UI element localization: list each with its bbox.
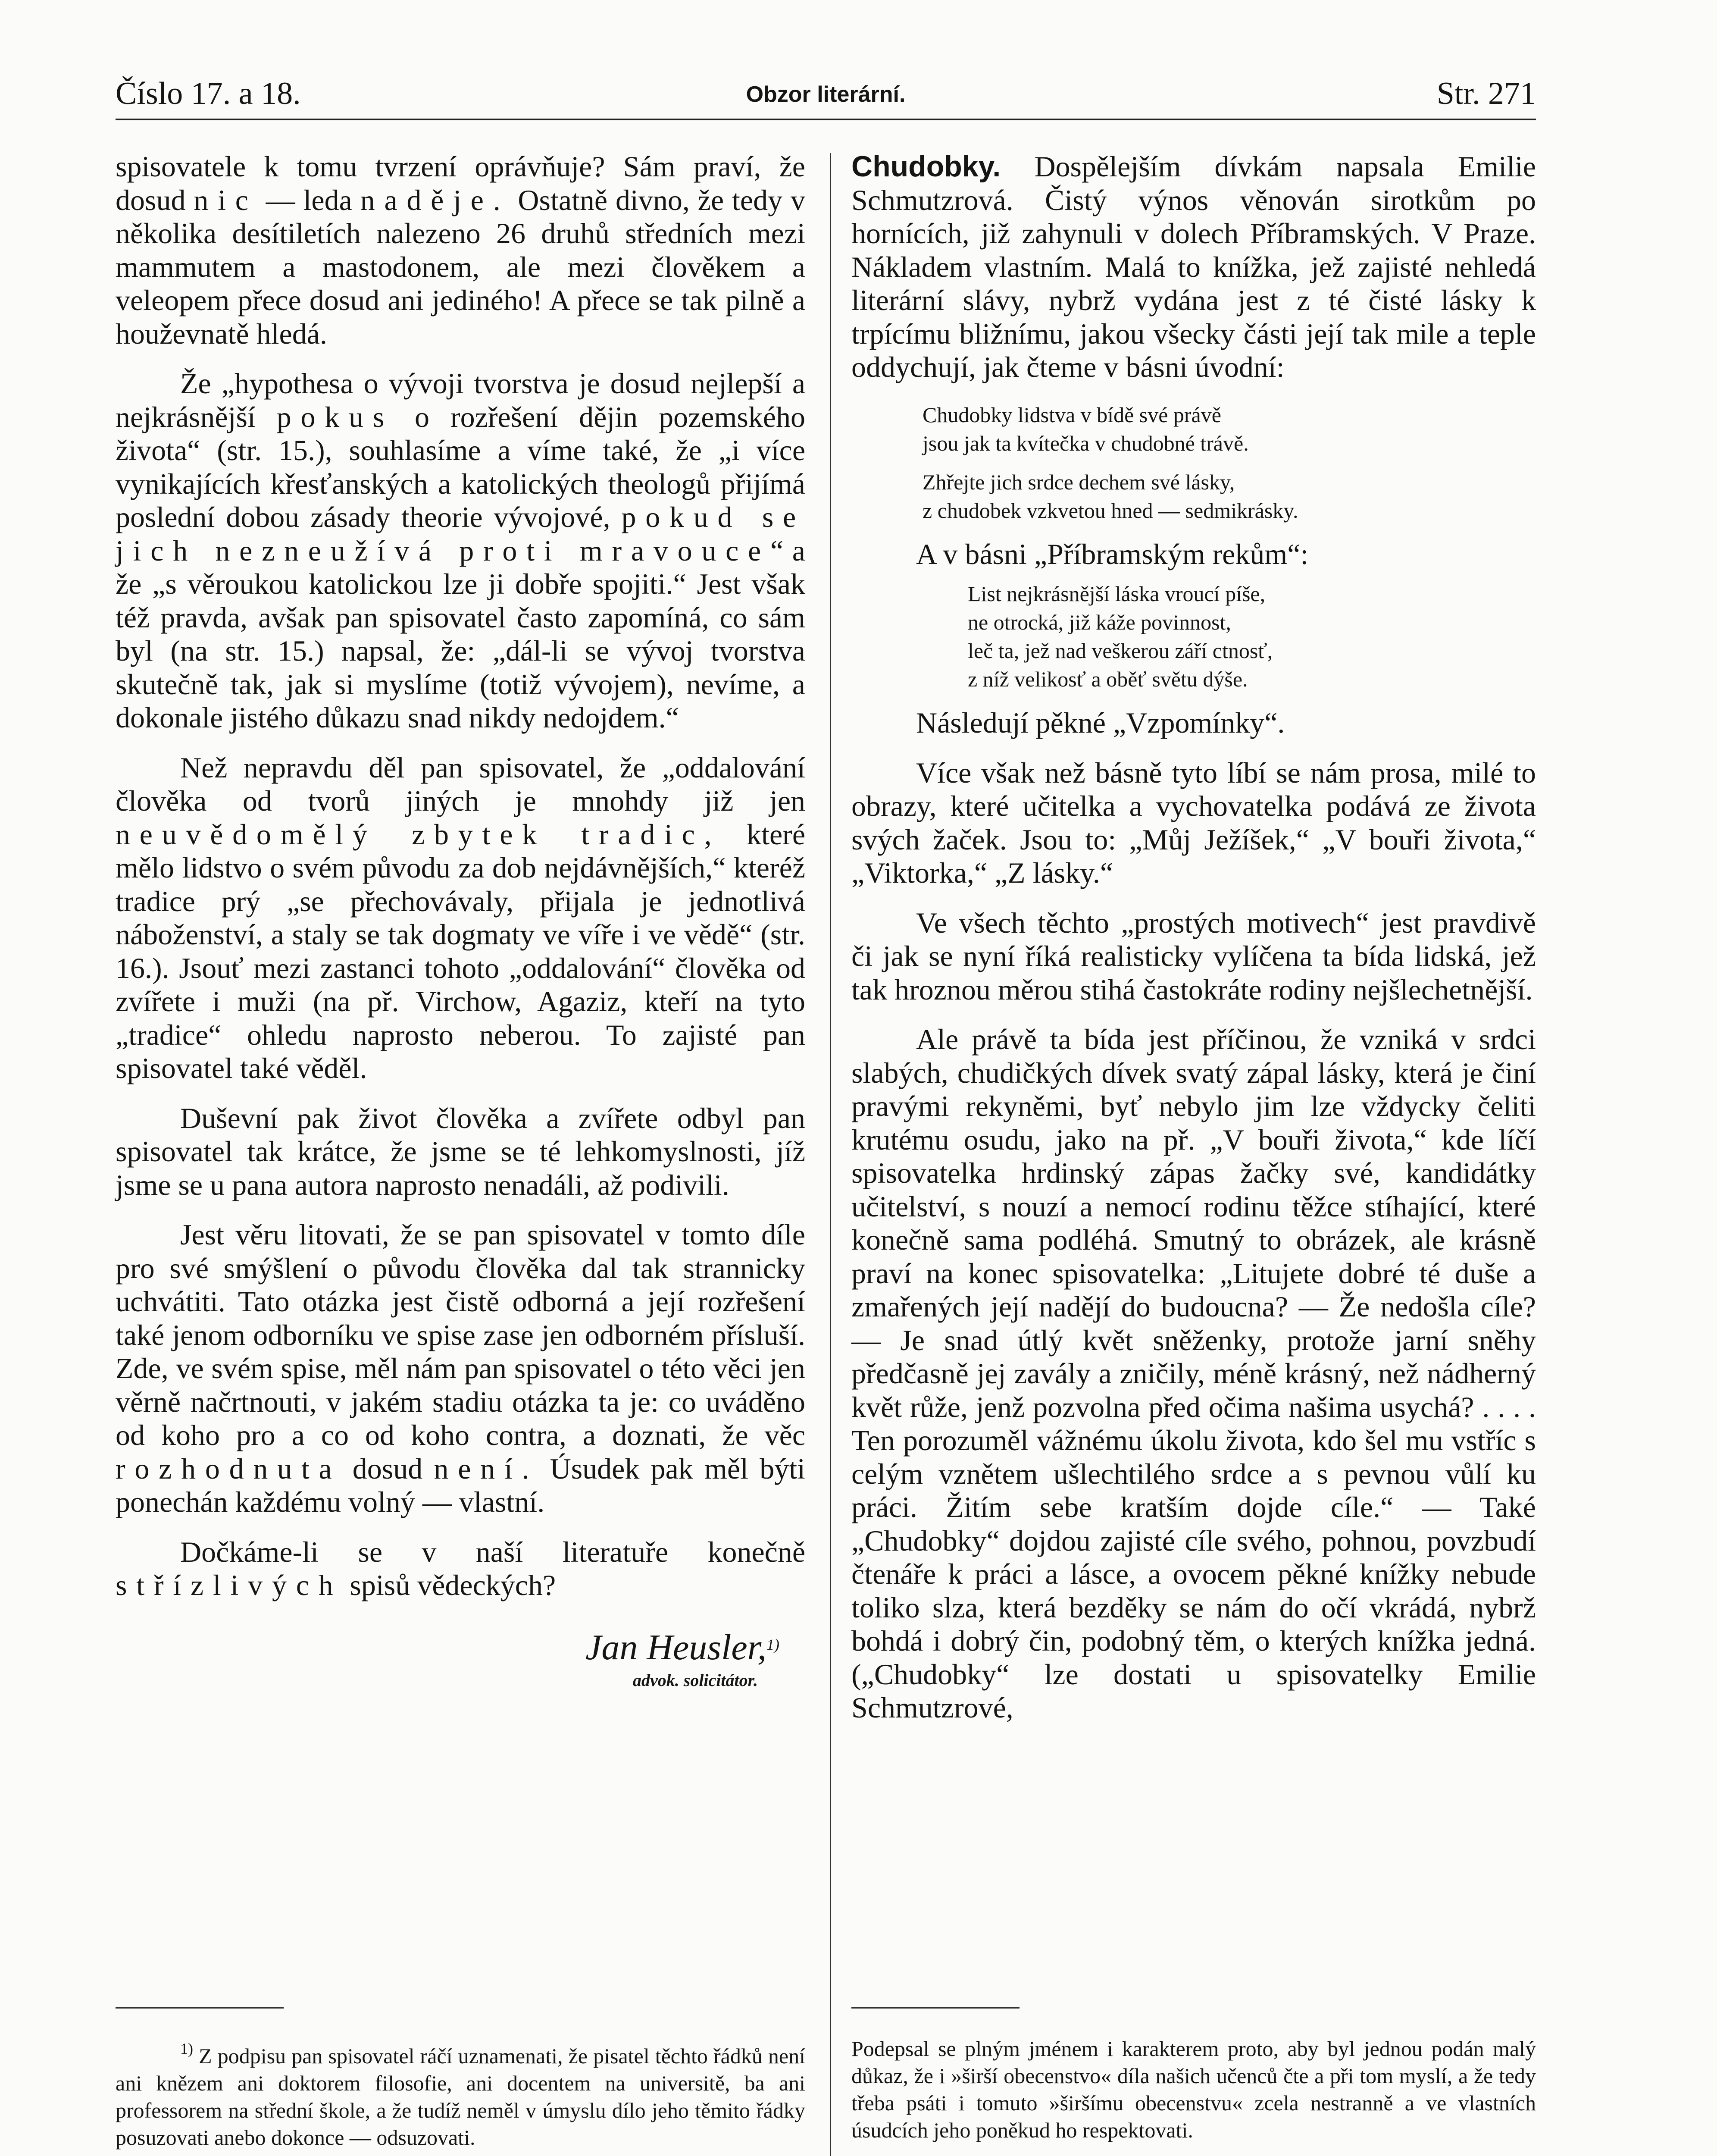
poem-line: Chudobky lidstva v bídě své právě bbox=[923, 402, 1221, 427]
poem-line: z níž velikosť a oběť světu dýše. bbox=[968, 667, 1248, 691]
spaced-text: pokud se jich nezneužívá proti mravouce bbox=[116, 501, 805, 567]
text: které mělo lidstvo o svém původu za dob nejdávnějších,“ kteréž tradice prý „se přechovávaly, přijala je jednotlivá náboženství, a staly se tak dogmaty ve víře i ve vědě“ (str. 16.). Jsouť mezi zastanci tohoto „oddalování“ člověka od zvířete i muži (na př. Virchow, Agaziz, kteří na tyto „tradice“ ohledu naprosto neberou. To zajisté pan spisovatel také věděl. bbox=[116, 818, 806, 1084]
text: Že „hypothesa o vývoji tvorstva je dosud nejlepší a nejkrásnější bbox=[116, 367, 805, 433]
footnote-right: Podepsal se plným jménem i karakterem proto, aby byl jednou podán malý důkaz, že i »širší obecenstvo« díla našich učenců čte a při tom myslí, a že tedy třeba psáti i tomuto »širšímu obecenstvu« zcela nestranně a ve vlastních úsudcích jeho poněkud ho respektovati. bbox=[851, 2037, 1536, 2142]
issue-number: Číslo 17. a 18. bbox=[116, 76, 301, 111]
poem-line: List nejkrásnější láska vroucí píše, bbox=[968, 582, 1266, 606]
paragraph: Ale právě ta bída jest příčinou, že vzniká v srdci slabých, chudičkých dívek svatý zápal lásky, která je činí pravými rekyněmi, byť nebylo jim lze vždycky čeliti krutému osudu, jako na př. „V bouři života,“ kde líčí spisovatelka hrdinský zápas žačky své, kandidátky učitelství, s nouzí a nemocí rodinu těžce stíhající, které konečně sama podléhá. Smutný to obrázek, ale krásně praví na konec spisovatelka: „Litujete dobré té duše a zmařených její nadějí do budoucna? — Že nedošla cíle? — Je snad útlý květ sněženky, protože jarní sněhy předčasně jej zavály a zničily, méně krásný, než nádherný květ růže, jenž pozvolna před očima našima usychá? . . . . Ten porozuměl vážnému úkolu života, kdo šel mu vstříc s celým vznětem ušlechtilého srdce a s pevnou vůlí ku práci. Žitím sebe kratším dojde cíle.“ — Také „Chudobky“ dojdou zajisté cíle svého, pohnou, povzbudí čtenáře k práci a lásce, a ovocem pěkné knížky nebude toliko slza, která bezděky se nám do očí vkrádá, nybrž bohdá i dobrý čin, podobný těm, o kterých knížka jedná. („Chudobky“ lze dostati u spisovatelky Emilie Schmutzrové, bbox=[851, 1023, 1536, 1724]
paragraph bbox=[116, 150, 805, 351]
footnote-rule bbox=[851, 2007, 1020, 2009]
text: spisovatele k tomu tvrzení oprávňuje? Sám praví, že dosud bbox=[116, 150, 805, 216]
text: dosud bbox=[352, 1452, 423, 1485]
text: Dočkáme-li se v naší literatuře konečně bbox=[180, 1535, 805, 1568]
text: Ostatně divno, že tedy v několika desítiletích nalezeno 26 druhů středních mezi mammutem a mastodonem, ale mezi člověkem a veleopem přece dosud ani jediného! A přece se tak pilně a houževnatě hledá. bbox=[116, 183, 806, 350]
paragraph bbox=[116, 1536, 805, 1602]
spaced-text: není. bbox=[434, 1452, 539, 1485]
right-column bbox=[851, 150, 1536, 1741]
spaced-text: pokus bbox=[276, 400, 394, 433]
author-title: advok. solicitátor. bbox=[633, 1670, 758, 1690]
text: Dospělejším dívkám napsala Emilie Schmutzrová. Čistý výnos věnován sirotkům po hornících, již zahynuli v dolech Příbramských. V Praze. Nákladem vlastním. Malá to knížka, jež zajisté nehledá literární slávy, nybrž vydána jest z té čisté lásky k trpícímu bližnímu, jakou všecky části její tak mile a teple oddychují, jak čteme v básni úvodní: bbox=[851, 150, 1536, 383]
text: Než nepravdu děl pan spisovatel, že „oddalování člověka od tvorů jiných je mnohdy již jen bbox=[116, 751, 805, 817]
text: Jest věru litovati, že se pan spisovatel v tomto díle pro své smýšlení o původu člověka dal tak strannicky uchvátiti. Tato otázka jest čistě odborná a její rozřešení také jenom odborníku ve spise zase jen odborném přísluší. Zde, ve svém spise, měl nám pan spisovatel o této věci jen věrně načrtnouti, v jakém stadiu otázka ta je: co uváděno od koho pro a co od koho contra, a doznati, že věc bbox=[116, 1218, 805, 1451]
text: o rozřešení dějin pozemského života“ (str. 15.), souhlasíme a víme také, že „i více vynikajících křesťanských a katolických theologů přijímá poslední dobou zásady theorie vývojové, bbox=[116, 400, 806, 533]
paragraph: Duševní pak život člověka a zvířete odbyl pan spisovatel tak krátce, že jsme se té lehkomyslnosti, jíž jsme se u pana autora naprosto nenadáli, až podivili. bbox=[116, 1101, 805, 1201]
spaced-text: rozhodnuta bbox=[116, 1452, 341, 1485]
left-column bbox=[116, 150, 805, 1692]
poem-line: Zhřejte jich srdce dechem své lásky, bbox=[923, 470, 1235, 494]
running-header bbox=[116, 75, 1536, 120]
poem-line: jsou jak ta kvítečka v chudobné trávě. bbox=[923, 431, 1249, 455]
spaced-text: naděje. bbox=[360, 183, 510, 216]
paragraph bbox=[116, 1218, 805, 1519]
review-intro bbox=[851, 150, 1536, 384]
poem-line: z chudobek vzkvetou hned — sedmikrásky. bbox=[923, 498, 1298, 523]
column-divider bbox=[830, 153, 831, 2156]
paragraph bbox=[116, 367, 805, 735]
spaced-text: střízlivých bbox=[116, 1569, 343, 1601]
text: “ a že „s věroukou katolickou lze ji dobře spojiti.“ Jest však též pravda, avšak pan spisovatel často zapomíná, co sám byl (na str. 15.) napsal, že: „dál-li se vývoj tvorstva skutečně tak, jak si myslíme (totiž vývojem), nevíme, a dokonale jistého důkazu snad nikdy nedojdem.“ bbox=[116, 534, 805, 734]
stanza bbox=[923, 468, 1536, 525]
poem-caption: A v básni „Příbramským rekům“: bbox=[916, 537, 1309, 570]
paragraph: Více však než básně tyto líbí se nám prosa, milé to obrazy, které učitelka a vychovatelka podává ze života svých žaček. Jsou to: „Můj Ježíšek,“ „V bouři života,“ „Viktorka,“ „Z lásky.“ bbox=[851, 756, 1536, 889]
spaced-text: nic bbox=[194, 183, 258, 216]
page-number: Str. 271 bbox=[1436, 76, 1536, 111]
poem-pribram bbox=[851, 580, 1536, 693]
poem-intro bbox=[851, 401, 1536, 525]
poem-line: leč ta, jež nad veškerou září ctnosť, bbox=[968, 639, 1273, 663]
footnote-rule bbox=[116, 2007, 284, 2009]
author-signature bbox=[116, 1624, 805, 1692]
review-title: Chudobky. bbox=[851, 150, 1001, 183]
footnote-marker: 1) bbox=[766, 1636, 779, 1653]
paragraph: Ve všech těchto „prostých motivech“ jest pravdivě či jak se nyní říká realisticky vylíčena ta bída lidská, jež tak hroznou měrou stihá častokráte rodiny nejšlechetnější. bbox=[851, 906, 1536, 1006]
paragraph: Následují pěkné „Vzpomínky“. bbox=[916, 706, 1285, 739]
poem-line: ne otrocká, již káže povinnost, bbox=[968, 610, 1231, 634]
paragraph bbox=[116, 751, 805, 1085]
text: spisů vědeckých? bbox=[350, 1569, 556, 1601]
text: Úsudek pak měl býti ponechán každému volný — vlastní. bbox=[116, 1452, 806, 1518]
footnote-marker: 1) bbox=[180, 2040, 193, 2057]
journal-title: Obzor literární. bbox=[746, 82, 906, 107]
signature-name: Jan Heusler, bbox=[585, 1627, 766, 1667]
stanza bbox=[923, 401, 1536, 458]
text: — leda bbox=[266, 183, 352, 216]
author-name bbox=[116, 1624, 779, 1668]
footnote-text: Z podpisu pan spisovatel ráčí uznamenati, že pisatel těchto řádků není ani knězem ani doktorem filosofie, ani docentem na universitě, ba ani professorem na střední škole, a že tudíž neměl v úmyslu dílo jeho těmito řádky posuzovati anebo dokonce — odsuzovati. bbox=[116, 2044, 806, 2150]
footnote-left bbox=[116, 2035, 805, 2151]
spaced-text: neuvědomělý zbytek tradic, bbox=[116, 818, 721, 851]
